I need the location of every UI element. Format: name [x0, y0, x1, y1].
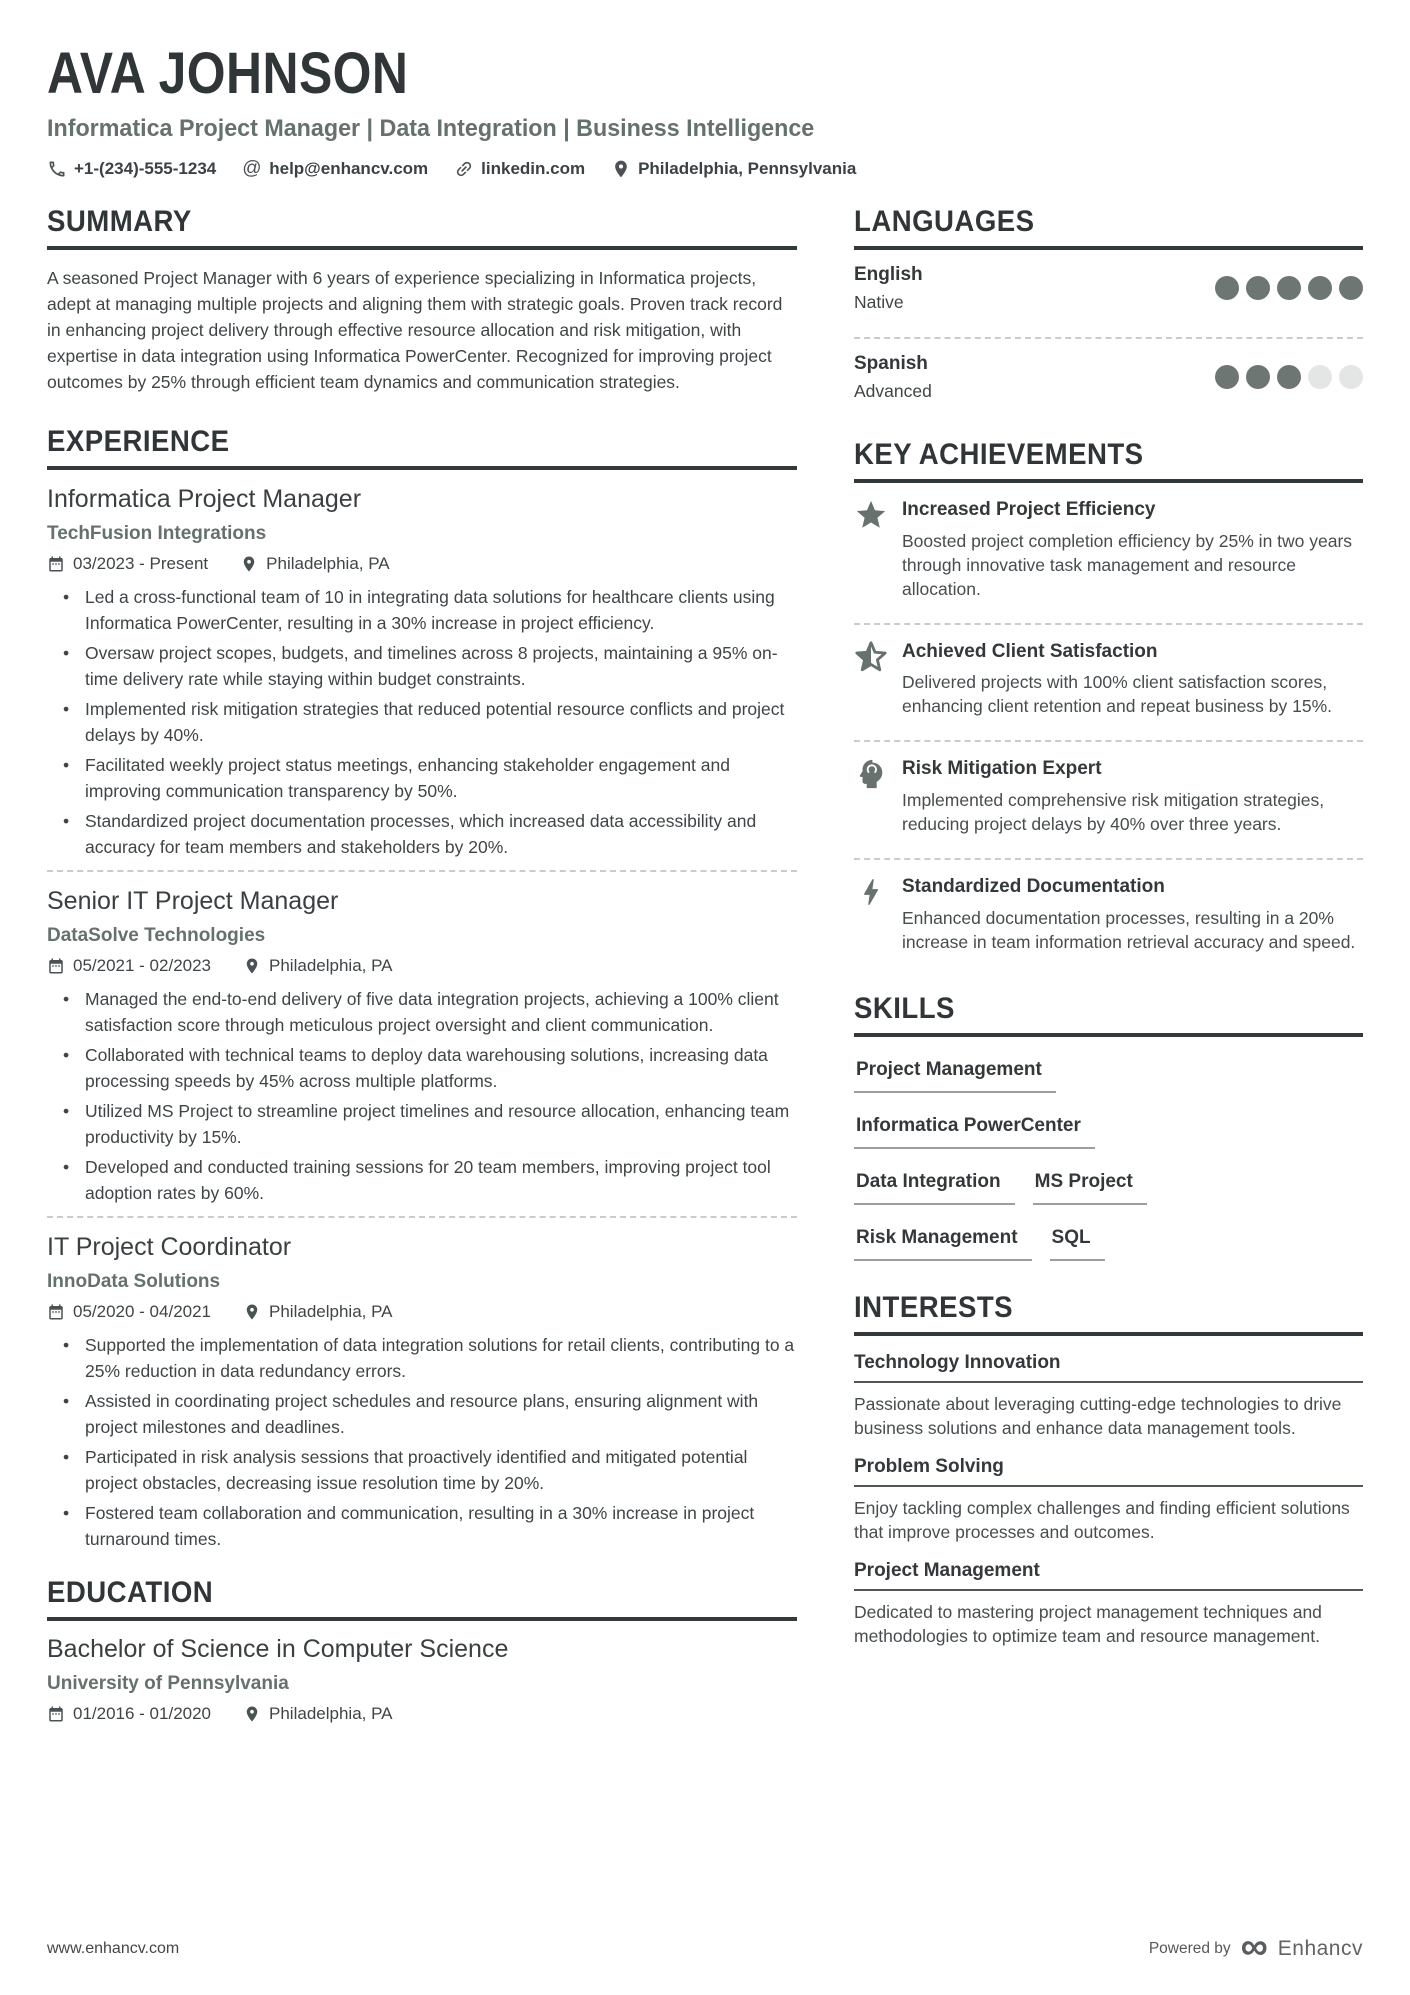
location-pin-icon — [243, 957, 261, 975]
degree-title: Bachelor of Science in Computer Science — [47, 1634, 509, 1663]
interest-text: Passionate about leveraging cutting-edge technologies to drive business solutions and enhance data management tools. — [854, 1393, 1342, 1438]
phone-icon — [47, 159, 67, 179]
skill-item: SQL — [1050, 1227, 1105, 1261]
company-name: InnoData Solutions — [47, 1270, 221, 1292]
interest-list — [854, 1352, 1363, 1648]
contact-phone — [47, 159, 216, 179]
job-bullet: • Implemented risk mitigation strategies that reduced potential resource conflicts and project delays by 40%. — [47, 696, 797, 748]
section-heading — [854, 1291, 1363, 1325]
link-text[interactable]: linkedin.com — [481, 158, 586, 178]
achievement-body — [902, 640, 1363, 719]
interest-item — [854, 1560, 1363, 1648]
achievement-text: Implemented comprehensive risk mitigation strategies, reducing project delays by 40% over three years. — [902, 790, 1325, 835]
calendar-icon — [47, 1705, 65, 1723]
job-bullet: • Collaborated with technical teams to deploy data warehousing solutions, increasing data processing speeds by 45% across multiple platforms. — [47, 1042, 797, 1094]
languages-heading: LANGUAGES — [854, 204, 1035, 238]
calendar-icon — [47, 1303, 65, 1321]
summary-text: A seasoned Project Manager with 6 years of experience specializing in Informatica projects, adept at managing multiple projects and aligning them with strategic goals. Proven track record in enhancing project delivery through effective resource allocation and risk mitigation, with expertise in data integration using Informatica PowerCenter. Recognized for improving project outcomes by 25% through efficient team dynamics and communication strategies. — [47, 267, 783, 392]
interest-item — [854, 1352, 1363, 1440]
achievement-item — [854, 860, 1363, 966]
achievement-text: Boosted project completion efficiency by 25% in two years through innovative task management and resource allocation. — [902, 530, 1353, 599]
skill-row — [854, 1171, 1363, 1205]
achievement-item — [854, 483, 1363, 613]
proficiency-dot — [1308, 276, 1332, 300]
contact-row — [47, 159, 1363, 179]
job-bullet: • Facilitated weekly project status meetings, enhancing stakeholder engagement and improving communication transparency by 50%. — [47, 752, 797, 804]
bolt-icon — [854, 875, 888, 909]
heading-rule — [854, 1332, 1363, 1336]
skill-row — [854, 1059, 1363, 1093]
experience-entries — [47, 470, 797, 1552]
experience-entry — [47, 1218, 797, 1552]
language-name: Spanish — [854, 352, 928, 374]
headline: Informatica Project Manager | Data Integration | Business Intelligence — [47, 114, 815, 142]
star-half-icon — [854, 640, 888, 674]
job-bullet: • Standardized project documentation processes, which increased data accessibility and accuracy for team members and stakeholders by 20%. — [47, 808, 797, 860]
language-text — [854, 353, 932, 402]
section-heading — [47, 425, 797, 459]
job-bullets — [47, 1332, 797, 1552]
section-heading — [854, 205, 1363, 239]
left-column — [47, 205, 797, 1754]
achievement-title: Achieved Client Satisfaction — [902, 640, 1158, 662]
interest-text: Enjoy tackling complex challenges and finding efficient solutions that improve processes and outcomes. — [854, 1497, 1350, 1542]
experience-entry — [47, 470, 797, 860]
job-meta — [47, 956, 797, 976]
education-dates: 01/2016 - 01/2020 — [73, 1703, 212, 1723]
achievement-item — [854, 742, 1363, 848]
page-footer — [47, 1926, 1363, 1968]
job-bullets — [47, 986, 797, 1206]
heading-rule — [854, 1033, 1363, 1037]
skill-item: MS Project — [1033, 1171, 1147, 1205]
achievements-heading: KEY ACHIEVEMENTS — [854, 437, 1144, 471]
language-proficiency-dots — [1215, 365, 1363, 389]
job-meta — [47, 1302, 797, 1322]
job-bullet: • Led a cross-functional team of 10 in integrating data solutions for healthcare clients using Informatica PowerCenter, resulting in a 30% increase in project efficiency. — [47, 584, 797, 636]
powered-by — [1148, 1926, 1363, 1968]
achievements-section — [854, 438, 1363, 966]
language-proficiency-dots — [1215, 276, 1363, 300]
calendar-icon — [47, 957, 65, 975]
job-dates: 05/2020 - 04/2021 — [73, 1301, 212, 1321]
interest-title: Technology Innovation — [854, 1351, 1061, 1373]
job-bullet: • Supported the implementation of data integration solutions for retail clients, contributing to a 25% reduction in data redundancy errors. — [47, 1332, 797, 1384]
enhancv-logo-icon: ∞ — [1240, 1926, 1268, 1968]
job-location: Philadelphia, PA — [269, 955, 393, 975]
achievement-body — [902, 498, 1363, 601]
job-title: IT Project Coordinator — [47, 1232, 292, 1261]
heading-rule — [47, 1617, 797, 1621]
achievement-text: Enhanced documentation processes, resulting in a 20% increase in team information retrieval accuracy and speed. — [902, 907, 1356, 952]
achievement-title: Increased Project Efficiency — [902, 498, 1156, 520]
section-heading — [47, 1576, 797, 1610]
job-dates: 05/2021 - 02/2023 — [73, 955, 212, 975]
contact-email[interactable] — [242, 159, 428, 179]
job-title: Informatica Project Manager — [47, 484, 362, 513]
heading-rule — [47, 246, 797, 250]
company-name: DataSolve Technologies — [47, 924, 266, 946]
summary-section — [47, 205, 797, 395]
interest-rule — [854, 1589, 1363, 1591]
proficiency-dot — [1277, 276, 1301, 300]
contact-link[interactable] — [454, 159, 585, 179]
interest-title: Problem Solving — [854, 1455, 1004, 1477]
education-location: Philadelphia, PA — [269, 1703, 393, 1723]
experience-heading: EXPERIENCE — [47, 424, 230, 458]
interest-rule — [854, 1381, 1363, 1383]
language-item — [854, 250, 1363, 327]
achievement-body — [902, 757, 1363, 836]
education-meta — [47, 1704, 797, 1724]
resume-header — [47, 41, 1363, 179]
school-name: University of Pennsylvania — [47, 1672, 289, 1694]
language-level: Native — [854, 291, 904, 312]
phone-number: +1-(234)-555-1234 — [74, 158, 217, 178]
job-bullet: • Fostered team collaboration and communication, resulting in a 30% increase in project turnaround times. — [47, 1500, 797, 1552]
link-icon — [454, 159, 474, 179]
brand-name[interactable]: Enhancv — [1277, 1937, 1363, 1960]
email-address[interactable]: help@enhancv.com — [269, 158, 429, 178]
job-location: Philadelphia, PA — [266, 553, 390, 573]
skills-section — [854, 992, 1363, 1261]
contact-location — [611, 159, 856, 179]
skill-item: Data Integration — [854, 1171, 1015, 1205]
section-heading — [47, 205, 797, 239]
language-name: English — [854, 263, 923, 285]
languages-section — [854, 205, 1363, 416]
summary-heading: SUMMARY — [47, 204, 192, 238]
location-pin-icon — [243, 1705, 261, 1723]
interest-rule — [854, 1485, 1363, 1487]
location-pin-icon — [243, 1303, 261, 1321]
company-name: TechFusion Integrations — [47, 522, 267, 544]
proficiency-dot — [1246, 276, 1270, 300]
education-heading: EDUCATION — [47, 1575, 214, 1609]
achievement-list — [854, 483, 1363, 966]
proficiency-dot — [1215, 276, 1239, 300]
proficiency-dot — [1277, 365, 1301, 389]
calendar-icon — [47, 555, 65, 573]
right-column — [854, 205, 1363, 1754]
job-dates: 03/2023 - Present — [73, 553, 209, 573]
interests-section — [854, 1291, 1363, 1648]
language-item — [854, 339, 1363, 416]
site-link[interactable]: www.enhancv.com — [47, 1940, 180, 1957]
skill-item: Risk Management — [854, 1227, 1032, 1261]
section-heading — [854, 992, 1363, 1026]
interest-text: Dedicated to mastering project management techniques and methodologies to optimize team and resource management. — [854, 1601, 1322, 1646]
job-location: Philadelphia, PA — [269, 1301, 393, 1321]
interests-heading: INTERESTS — [854, 1290, 1014, 1324]
proficiency-dot — [1246, 365, 1270, 389]
skill-item: Project Management — [854, 1059, 1056, 1093]
proficiency-dot — [1339, 365, 1363, 389]
skills-heading: SKILLS — [854, 991, 955, 1025]
language-level: Advanced — [854, 380, 932, 401]
location-pin-icon — [240, 555, 258, 573]
job-meta — [47, 554, 797, 574]
interest-item — [854, 1456, 1363, 1544]
job-bullet: • Assisted in coordinating project schedules and resource plans, ensuring alignment with project milestones and deadlines. — [47, 1388, 797, 1440]
proficiency-dot — [1215, 365, 1239, 389]
skill-item: Informatica PowerCenter — [854, 1115, 1095, 1149]
achievement-title: Risk Mitigation Expert — [902, 758, 1102, 780]
interest-title: Project Management — [854, 1559, 1040, 1581]
job-bullet: • Managed the end-to-end delivery of five data integration projects, achieving a 100% client satisfaction score through meticulous project oversight and client communication. — [47, 986, 797, 1038]
achievement-title: Standardized Documentation — [902, 876, 1165, 898]
proficiency-dot — [1339, 276, 1363, 300]
achievement-body — [902, 875, 1363, 954]
star-filled-icon — [854, 498, 888, 532]
mind-icon — [854, 757, 888, 791]
skill-row — [854, 1115, 1363, 1149]
education-section — [47, 1576, 797, 1724]
skill-list — [854, 1059, 1363, 1261]
section-heading — [854, 438, 1363, 472]
proficiency-dot — [1308, 365, 1332, 389]
achievement-text: Delivered projects with 100% client satisfaction scores, enhancing client retention and repeat business by 15%. — [902, 672, 1333, 717]
location-text: Philadelphia, Pennsylvania — [638, 158, 857, 178]
content-columns — [47, 205, 1363, 1754]
at-icon: @ — [242, 157, 262, 179]
job-bullet: • Participated in risk analysis sessions that proactively identified and mitigated potential project obstacles, decreasing issue resolution time by 20%. — [47, 1444, 797, 1496]
job-bullets — [47, 584, 797, 860]
person-name: AVA JOHNSON — [47, 41, 409, 106]
job-bullet: • Utilized MS Project to streamline project timelines and resource allocation, enhancing team productivity by 15%. — [47, 1098, 797, 1150]
job-bullet: • Developed and conducted training sessions for 20 team members, improving project tool adoption rates by 60%. — [47, 1154, 797, 1206]
location-pin-icon — [611, 159, 631, 179]
experience-section — [47, 425, 797, 1552]
job-bullet: • Oversaw project scopes, budgets, and timelines across 8 projects, maintaining a 95% on-time delivery rate while staying within budget constraints. — [47, 640, 797, 692]
skill-row — [854, 1227, 1363, 1261]
achievement-item — [854, 625, 1363, 731]
powered-by-label: Powered by — [1148, 1940, 1231, 1957]
language-list — [854, 250, 1363, 416]
job-title: Senior IT Project Manager — [47, 886, 339, 915]
experience-entry — [47, 872, 797, 1206]
language-text — [854, 264, 923, 313]
